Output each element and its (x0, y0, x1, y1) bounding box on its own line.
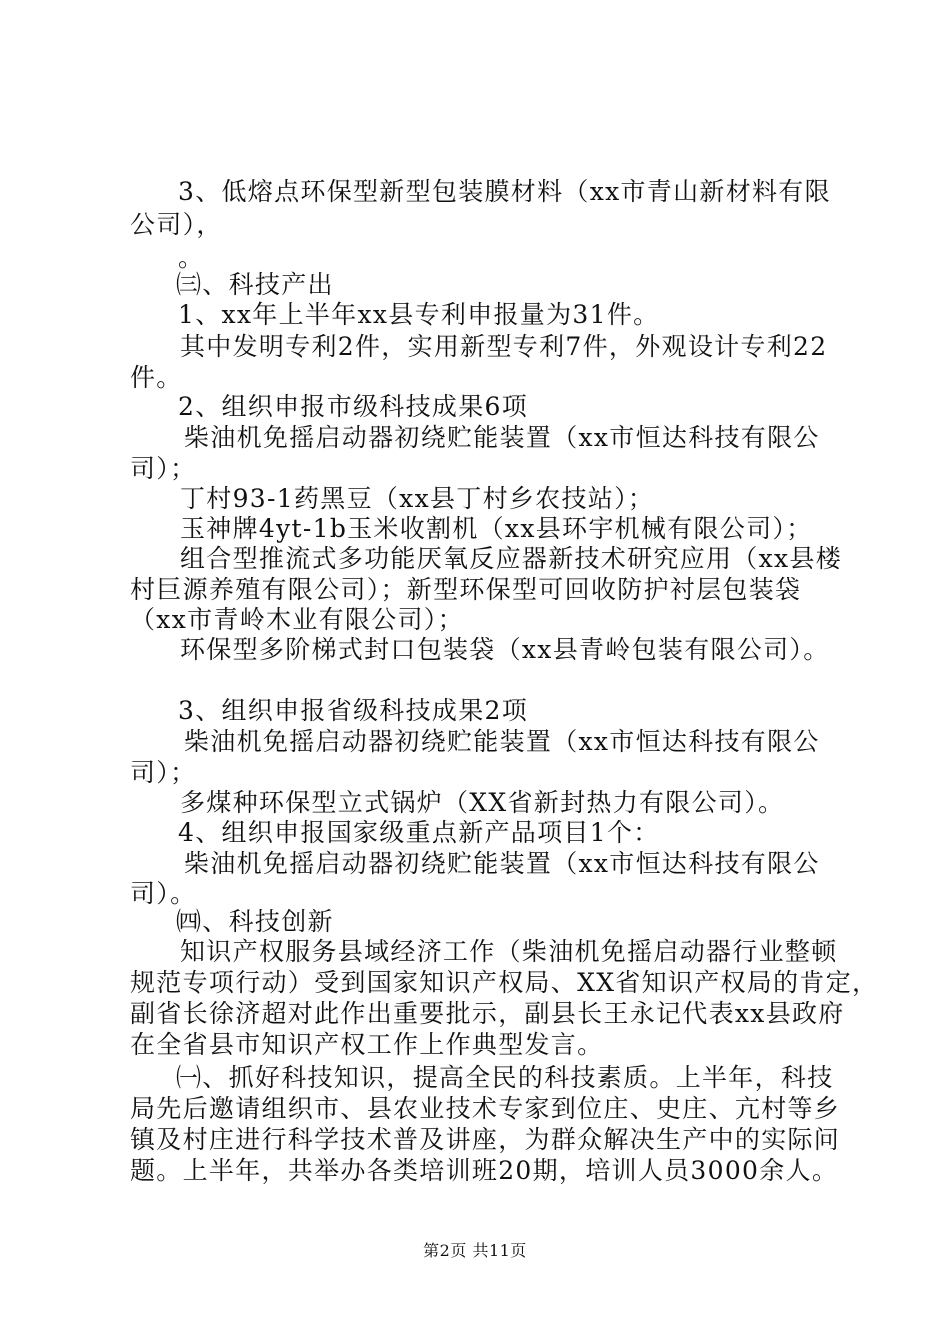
paragraph-line: ㈠、抓好科技知识，提高全民的科技素质。上半年，科技 (176, 1063, 834, 1092)
paragraph-line: 4、组织申报国家级重点新产品项目1个： (178, 818, 660, 847)
paragraph-line: 3、组织申报省级科技成果2项 (178, 696, 529, 725)
paragraph-line: 柴油机免摇启动器初绕贮能装置（xx市恒达科技有限公 (184, 423, 820, 452)
paragraph-line: 。 (178, 243, 205, 272)
page-footer: 第2页 共11页 (423, 1241, 527, 1260)
paragraph-line: 柴油机免摇启动器初绕贮能装置（xx市恒达科技有限公 (184, 849, 820, 878)
paragraph-line: 知识产权服务县域经济工作（柴油机免摇启动器行业整顿 (180, 937, 838, 966)
paragraph-line: 司）； (130, 758, 197, 787)
paragraph-line: 镇及村庄进行科学技术普及讲座，为群众解决生产中的实际问 (130, 1125, 841, 1154)
paragraph-line: 局先后邀请组织市、县农业技术专家到位庄、史庄、亢村等乡 (130, 1094, 841, 1123)
paragraph-line: 环保型多阶梯式封口包装袋（xx县青岭包装有限公司）。 (180, 635, 830, 664)
paragraph-line: 1、xx年上半年xx县专利申报量为31件。 (178, 300, 660, 329)
paragraph-line: 在全省县市知识产权工作上作典型发言。 (130, 1030, 604, 1059)
section-heading: ㈣、科技创新 (176, 907, 334, 936)
paragraph-line: 玉神牌4yt-1b玉米收割机（xx县环宇机械有限公司）； (180, 514, 813, 543)
paragraph-line: 3、低熔点环保型新型包装膜材料（xx市青山新材料有限 (178, 177, 831, 206)
paragraph-line: 司）。 (130, 879, 197, 908)
paragraph-line: 副省长徐济超对此作出重要批示，副县长王永记代表xx县政府 (130, 999, 845, 1028)
paragraph-line: 2、组织申报市级科技成果6项 (178, 392, 529, 421)
paragraph-line: 公司）， (130, 210, 223, 239)
paragraph-line: 规范专项行动）受到国家知识产权局、XX省知识产权局的肯定， (130, 968, 879, 997)
paragraph-line: 丁村93-1药黑豆（xx县丁村乡农技站）； (180, 484, 655, 513)
paragraph-line: 题。上半年，共举办各类培训班20期，培训人员3000余人。 (130, 1156, 839, 1185)
paragraph-line: 村巨源养殖有限公司）；新型环保型可回收防护衬层包装袋 (130, 575, 802, 604)
section-heading: ㈢、科技产出 (176, 270, 334, 299)
paragraph-line: （xx市青岭木业有限公司）； (130, 605, 464, 634)
paragraph-line: 件。 (130, 363, 183, 392)
paragraph-line: 组合型推流式多功能厌氧反应器新技术研究应用（xx县楼 (180, 544, 843, 573)
paragraph-line: 其中发明专利2件，实用新型专利7件，外观设计专利22 (180, 332, 828, 361)
paragraph-line: 柴油机免摇启动器初绕贮能装置（xx市恒达科技有限公 (184, 727, 820, 756)
paragraph-line: 司）； (130, 454, 197, 483)
paragraph-line: 多煤种环保型立式锅炉（XX省新封热力有限公司）。 (180, 788, 785, 817)
